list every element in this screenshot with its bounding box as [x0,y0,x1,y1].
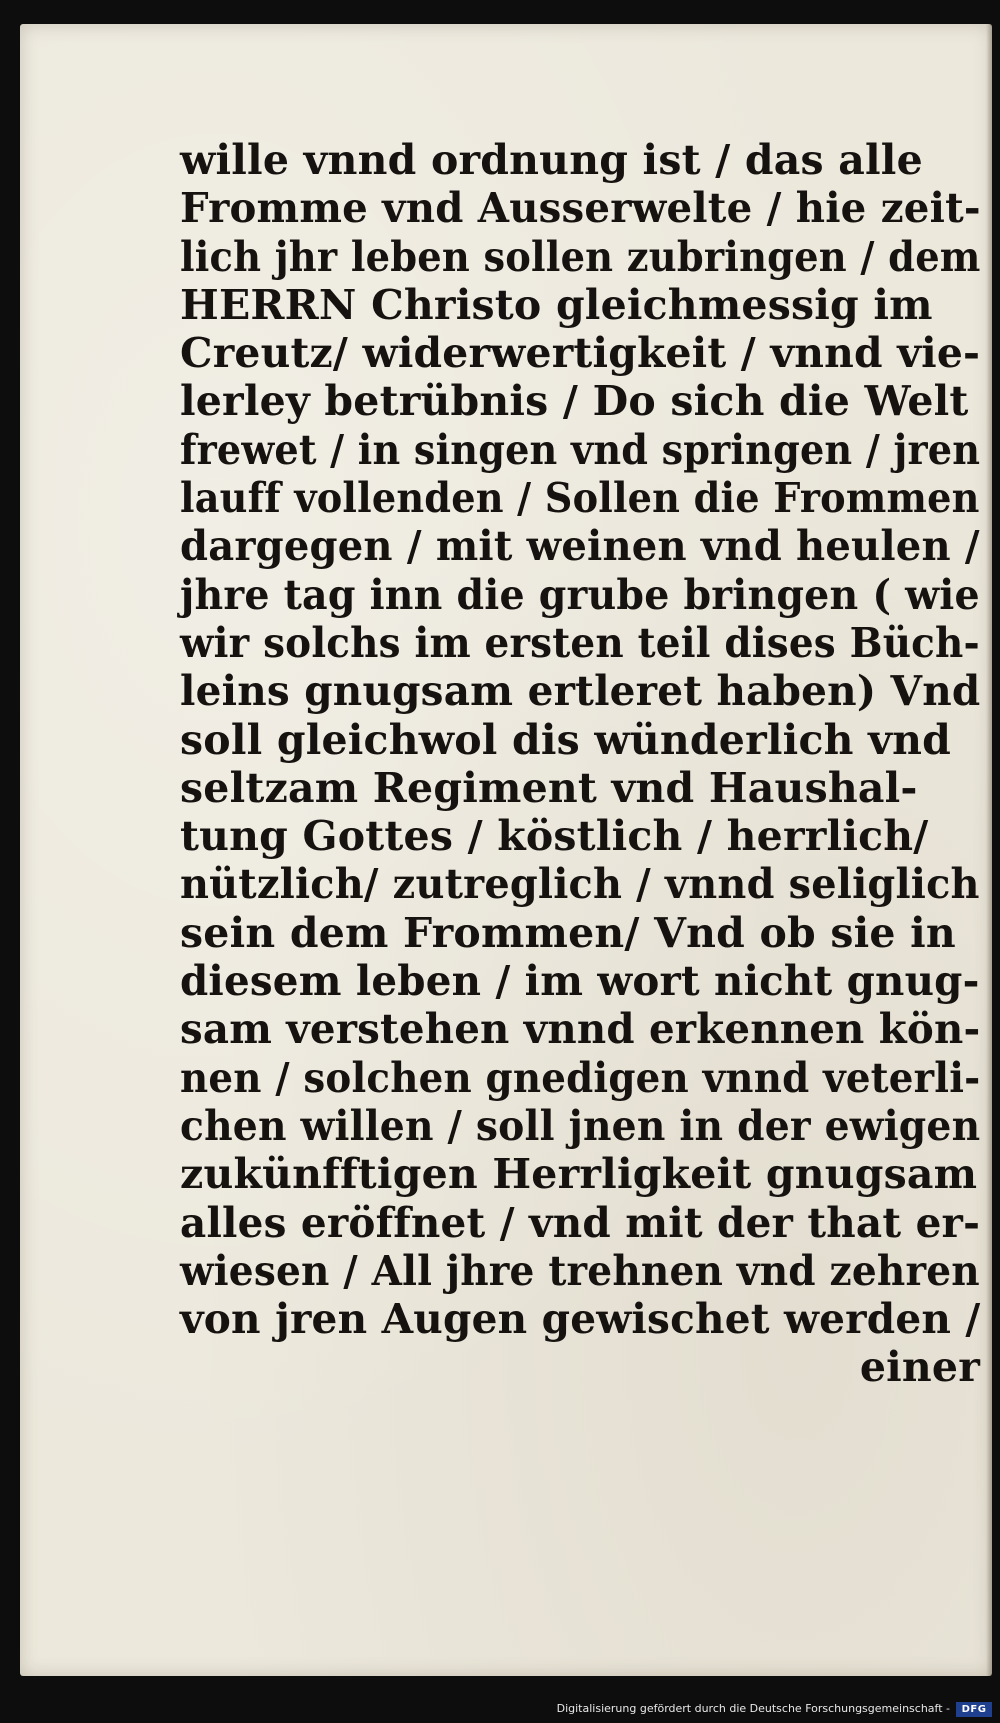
text-line: alles eröffnet / vnd mit der that er- [180,1198,981,1247]
text-line: jhre tag inn die grube bringen ( wie [180,570,980,619]
text-line: leins gnugsam ertleret haben) Vnd [180,667,981,716]
digitization-footer [0,1693,1000,1723]
text-line: dargegen / mit weinen vnd heulen / [180,522,980,571]
text-line: diesem leben / im wort nicht gnug- [180,957,980,1006]
text-line: wir solchs im ersten teil dises Büch- [180,618,980,667]
text-line: Creutz/ widerwertigkeit / vnnd vie- [180,329,981,378]
catchword: einer [859,1343,980,1392]
funding-notice: Digitalisierung gefördert durch die Deutsche Forschungsgemeinschaft - [556,1702,950,1715]
text-line: wiesen / All jhre trehnen vnd zehren [180,1246,980,1295]
dfg-logo: DFG [956,1702,992,1717]
text-line: zukünfftigen Herrligkeit gnugsam [180,1150,978,1199]
text-line: soll gleichwol dis wünderlich vnd [180,715,951,764]
book-page [20,24,992,1676]
text-line: tung Gottes / köstlich / herrlich/ [180,812,929,861]
text-line: lich jhr leben sollen zubringen / dem [180,232,981,281]
text-line: lerley betrübnis / Do sich die Welt [180,377,969,426]
text-line: HERRN Christo gleichmessig im [180,280,933,329]
text-line: seltzam Regiment vnd Haushal- [180,763,918,812]
text-line: nützlich/ zutreglich / vnnd seliglich [180,860,980,909]
text-line: nen / solchen gnedigen vnnd veterli- [180,1053,981,1102]
text-line: sam verstehen vnnd erkennen kön- [180,1005,981,1054]
page-text-block [180,136,980,1392]
text-line: von jren Augen gewischet werden / [180,1295,981,1344]
text-line: lauff vollenden / Sollen die Frommen [180,474,980,523]
text-line: wille vnnd ordnung ist / das alle [180,136,923,184]
text-line: Fromme vnd Ausserwelte / hie zeit- [180,184,981,233]
text-line: sein dem Frommen/ Vnd ob sie in [180,908,956,957]
text-line: frewet / in singen vnd springen / jren [180,425,981,474]
text-line: chen willen / soll jnen in der ewigen [180,1101,981,1150]
page-edge-shadow [986,24,992,1676]
